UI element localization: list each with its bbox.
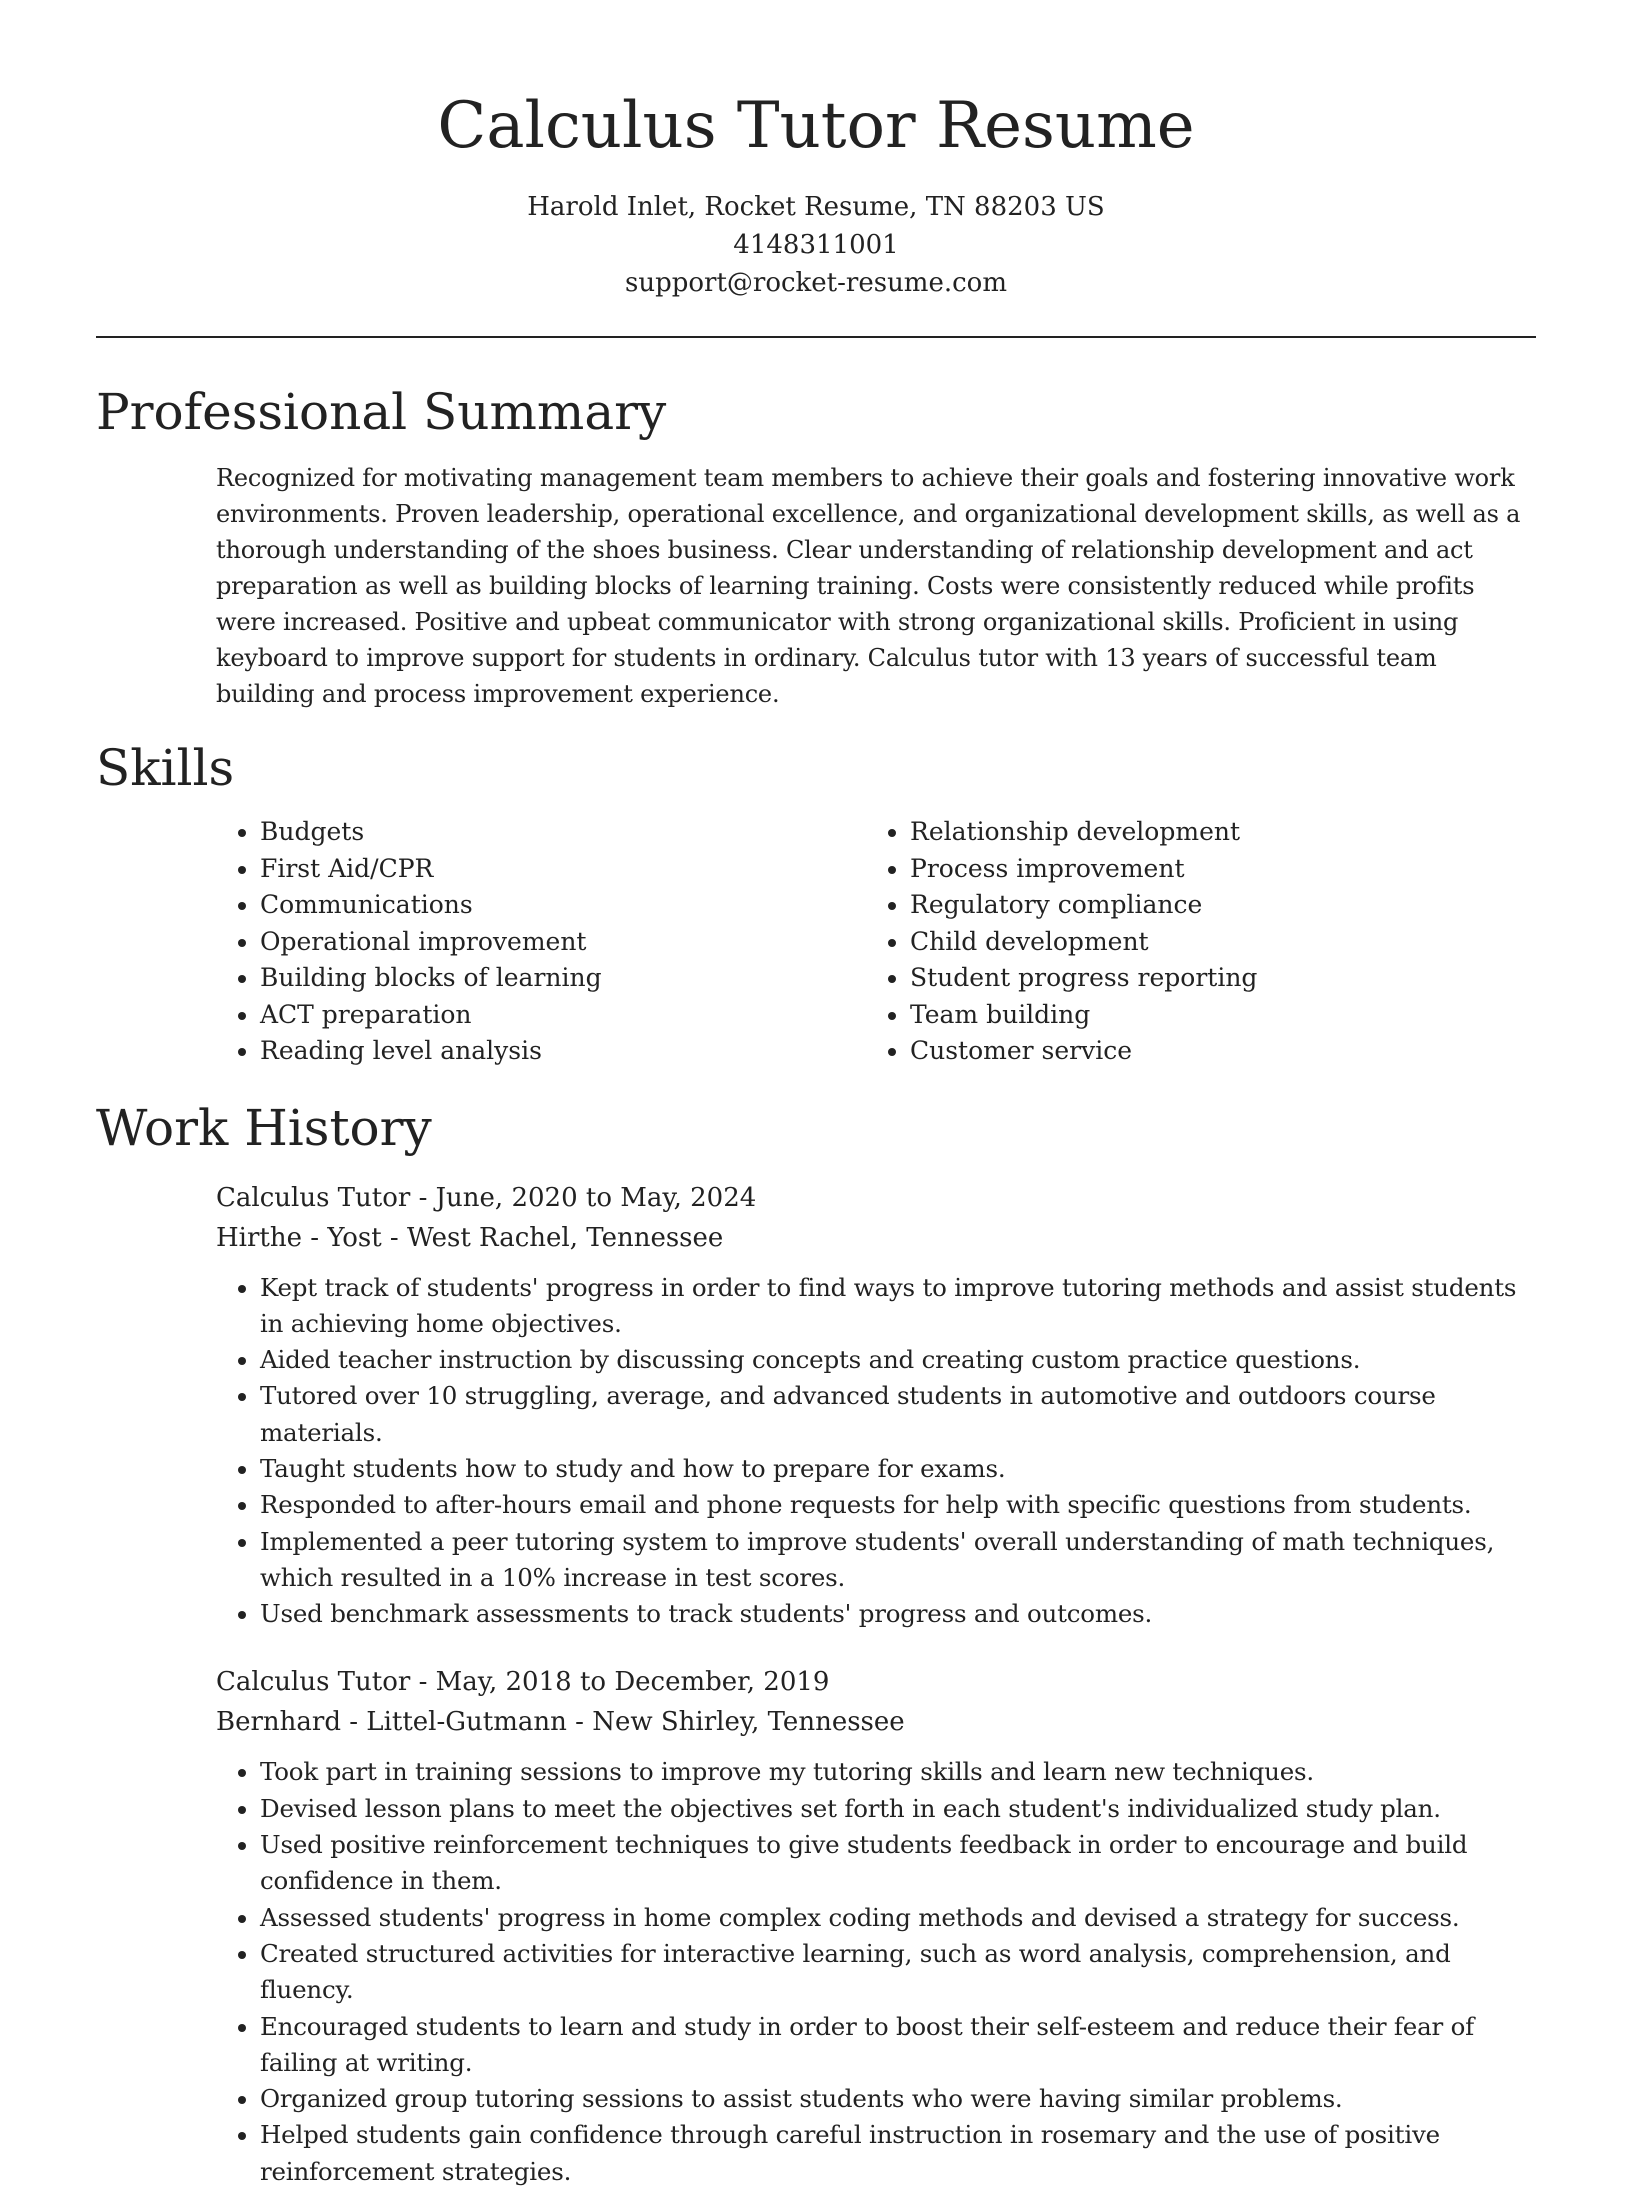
skill-item: • Customer service	[910, 1033, 1510, 1070]
duty-item: • Encouraged students to learn and study in order to boost their self-esteem and reduce their fear of failing at writing.	[260, 2009, 1536, 2082]
skill-item: • Relationship development	[910, 814, 1510, 851]
work-history-heading: Work History	[96, 1098, 432, 1157]
header-divider	[96, 336, 1536, 338]
job-role-line	[216, 1178, 1536, 1218]
contact-email: support@rocket-resume.com	[624, 268, 1007, 298]
job-role-line	[216, 1662, 1536, 1702]
skill-item: • ACT preparation	[260, 997, 866, 1034]
job-location: - West Rachel, Tennessee	[381, 1222, 724, 1253]
skill-item: • Regulatory compliance	[910, 887, 1510, 924]
duty-item: • Assessed students' progress in home complex coding methods and devised a strategy for success.	[260, 1900, 1536, 1936]
duty-item: • Responded to after-hours email and phone requests for help with specific questions from students.	[260, 1487, 1536, 1523]
skill-item: • Student progress reporting	[910, 960, 1510, 997]
duty-item: • Created structured activities for interactive learning, such as word analysis, comprehension, and fluency.	[260, 1936, 1536, 2009]
job-employer: Hirthe - Yost	[216, 1222, 382, 1253]
job-dates: - June, 2020 to May, 2024	[410, 1182, 757, 1213]
contact-info	[96, 188, 1536, 302]
duty-item: • Devised lesson plans to meet the objectives set forth in each student's individualized study plan.	[260, 1791, 1536, 1827]
duty-item: • Used positive reinforcement techniques to give students feedback in order to encourage and build confidence in them.	[260, 1827, 1536, 1900]
skill-item: • Team building	[910, 997, 1510, 1034]
skill-item: • First Aid/CPR	[260, 851, 866, 888]
skills-column-left	[216, 814, 866, 1070]
duty-item: • Taught students how to study and how to prepare for exams.	[260, 1451, 1536, 1487]
job-employer-line	[216, 1702, 1536, 1742]
job-entry-1	[216, 1178, 1536, 1633]
job-dates: - May, 2018 to December, 2019	[410, 1667, 830, 1698]
summary-text: Recognized for motivating management team members to achieve their goals and fostering innovative work environments. Proven leadership, operational excellence, and organizational development skills, as well as a thorough understanding of the shoes business. Clear understanding of relationship development and act preparation as well as building blocks of learning training. Costs were consistently reduced while profits were increased. Positive and upbeat communicator with strong organizational skills. Proficient in using keyboard to improve support for students in ordinary. Calculus tutor with 13 years of successful team building and process improvement experience.	[216, 464, 1521, 708]
contact-phone: 4148311001	[733, 230, 899, 260]
duty-item: • Aided teacher instruction by discussing concepts and creating custom practice questions.	[260, 1342, 1536, 1378]
skill-item: • Child development	[910, 924, 1510, 961]
skill-item: • Building blocks of learning	[260, 960, 866, 997]
job-employer-line	[216, 1218, 1536, 1258]
skills-heading: Skills	[96, 739, 235, 797]
skill-item: • Process improvement	[910, 851, 1510, 888]
duty-item: • Kept track of students' progress in order to find ways to improve tutoring methods and assist students in achieving home objectives.	[260, 1270, 1536, 1343]
duty-item: • Took part in training sessions to improve my tutoring skills and learn new techniques.	[260, 1754, 1536, 1790]
skill-item: • Reading level analysis	[260, 1033, 866, 1070]
contact-address: Harold Inlet, Rocket Resume, TN 88203 US	[527, 192, 1105, 222]
summary-heading: Professional Summary	[96, 383, 667, 441]
job-duties	[216, 1754, 1536, 2190]
duty-item: • Used benchmark assessments to track students' progress and outcomes.	[260, 1596, 1536, 1632]
skills-list	[216, 814, 1536, 1070]
resume-title: Calculus Tutor Resume	[437, 89, 1195, 163]
skill-item: • Communications	[260, 887, 866, 924]
job-duties	[216, 1270, 1536, 1633]
skill-item: • Budgets	[260, 814, 866, 851]
skill-item: • Operational improvement	[260, 924, 866, 961]
job-role: Calculus Tutor	[216, 1667, 411, 1698]
duty-item: • Organized group tutoring sessions to assist students who were having similar problems.	[260, 2081, 1536, 2117]
resume-header	[96, 0, 1536, 302]
job-entry-2	[216, 1662, 1536, 2190]
skills-column-right	[866, 814, 1510, 1070]
duty-item: • Implemented a peer tutoring system to improve students' overall understanding of math techniques, which resulted in a 10% increase in test scores.	[260, 1524, 1536, 1597]
resume-page	[96, 0, 1536, 2190]
duty-item: • Helped students gain confidence through careful instruction in rosemary and the use of positive reinforcement strategies.	[260, 2117, 1536, 2190]
duty-item: • Tutored over 10 struggling, average, and advanced students in automotive and outdoors course materials.	[260, 1378, 1536, 1451]
job-employer: Bernhard - Littel-Gutmann	[216, 1707, 567, 1738]
job-location: - New Shirley, Tennessee	[566, 1707, 905, 1738]
job-role: Calculus Tutor	[216, 1182, 411, 1213]
